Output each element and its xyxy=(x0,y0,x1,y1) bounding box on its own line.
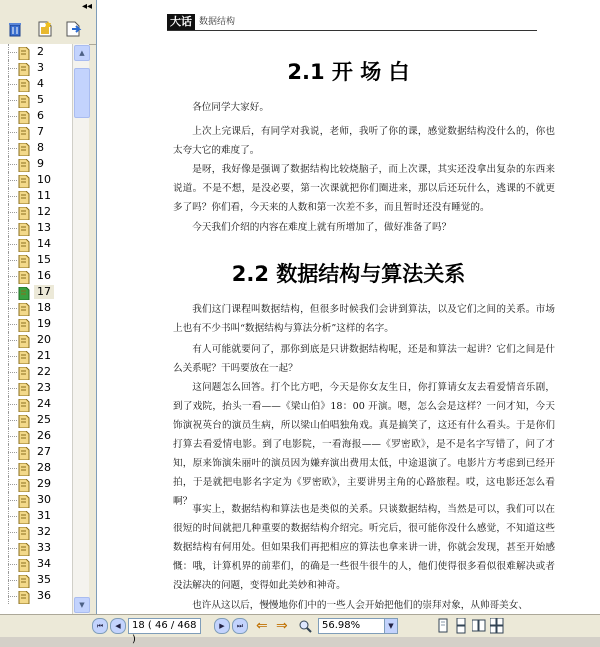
bookmark-item[interactable] xyxy=(0,492,72,508)
delete-bookmark-icon[interactable] xyxy=(6,20,24,38)
first-page-button[interactable]: ⏮ xyxy=(92,618,108,634)
tree-branch xyxy=(8,436,17,437)
previous-page-button[interactable]: ◀ xyxy=(110,618,126,634)
paragraph: 我们这门课程叫数据结构，但很多时候我们会讲到算法，以及它们之间的关系。市场上也有不少书叫“数据结构与算法分析”这样的名字。 xyxy=(173,304,555,334)
bookmark-label: 32 xyxy=(37,525,51,538)
bookmark-label: 2 xyxy=(37,45,44,58)
bookmark-label: 19 xyxy=(37,317,51,330)
bookmark-icon xyxy=(18,77,30,90)
tree-branch xyxy=(8,148,17,149)
tree-branch xyxy=(8,548,17,549)
logo-mark: 大话 xyxy=(167,14,195,30)
next-page-button[interactable]: ▶ xyxy=(214,618,230,634)
bookmark-icon xyxy=(18,349,30,362)
bookmark-scrollbar[interactable] xyxy=(72,44,89,614)
tree-branch xyxy=(8,308,17,309)
tree-branch xyxy=(8,260,17,261)
zoom-dropdown-button[interactable]: ▼ xyxy=(384,618,398,634)
bookmark-label: 18 xyxy=(37,301,51,314)
bookmark-label: 27 xyxy=(37,445,51,458)
bookmark-panel-header xyxy=(0,0,96,14)
bookmark-item[interactable] xyxy=(0,556,72,572)
bookmark-item[interactable] xyxy=(0,364,72,380)
section-heading-2-1: 2.1 开 场 白 xyxy=(287,60,410,84)
bookmark-label: 14 xyxy=(37,237,51,250)
bookmark-icon xyxy=(18,477,30,490)
bookmark-icon xyxy=(18,413,30,426)
forward-arrow-icon[interactable]: ⇒ xyxy=(276,618,288,634)
paragraph: 今天我们介绍的内容在难度上就有所增加了，做好准备了吗？ xyxy=(192,222,452,233)
paragraph: 也许从这以后，慢慢地你们中的一些人会开始把他们的崇拜对象，从帅哥美女、 xyxy=(192,600,528,611)
bookmark-icon xyxy=(18,333,30,346)
bookmark-item[interactable] xyxy=(0,252,72,268)
zoom-field[interactable]: 56.98% xyxy=(318,618,385,634)
header-rule xyxy=(167,30,537,31)
zoom-icon[interactable] xyxy=(298,618,312,634)
bookmark-item[interactable] xyxy=(0,396,72,412)
bookmark-label: 7 xyxy=(37,125,44,138)
bookmark-icon xyxy=(18,269,30,282)
tree-branch xyxy=(8,228,17,229)
tree-branch xyxy=(8,100,17,101)
tree-branch xyxy=(8,180,17,181)
bookmark-icon xyxy=(18,61,30,74)
tree-branch xyxy=(8,500,17,501)
tree-branch xyxy=(8,388,17,389)
tree-branch xyxy=(8,132,17,133)
bookmark-properties-icon[interactable] xyxy=(64,20,82,38)
paragraph: 这问题怎么回答。打个比方吧，今天是你女友生日，你打算请女友去看爱情音乐剧，到了戏院，抬头一看——《梁山伯》18：00 开演。嗯，怎么会是这样？一问才知，今天饰演祝英台的演员生病，所以梁山伯唱独角戏。真是搞笑了，这还有什么看头。于是你们打算去看爱情电影。到了电影院，一看海报——《罗密欧》，是不是名字写错了，问了才知，原来饰演朱丽叶的演员因为嫌弃演出费用太低，中途退演了。电影片方考虑到已经开拍，于是就把电影名字定为《罗密欧》，主要讲男主角的心路旅程。哎，这电影还怎么看啊？ xyxy=(173,382,555,507)
scroll-thumb[interactable] xyxy=(74,68,90,118)
bookmark-item[interactable] xyxy=(0,476,72,492)
tree-branch xyxy=(8,52,17,53)
bookmark-label: 31 xyxy=(37,509,51,522)
page-number-field[interactable]: 18 ( 46 / 468 ) xyxy=(128,618,201,634)
logo-text: 数据结构 xyxy=(199,17,236,27)
tree-branch xyxy=(8,116,17,117)
bookmark-icon xyxy=(18,237,30,250)
bookmark-item[interactable] xyxy=(0,572,72,588)
collapse-panel-button[interactable]: ◂◂ xyxy=(81,1,92,12)
bookmark-icon xyxy=(18,589,30,602)
bookmark-icon xyxy=(18,109,30,122)
navigation-toolbar xyxy=(0,614,600,645)
tree-branch xyxy=(8,468,17,469)
bookmark-item[interactable] xyxy=(0,588,72,604)
bookmark-label: 23 xyxy=(37,381,51,394)
bookmark-label: 6 xyxy=(37,109,44,122)
bookmark-item[interactable] xyxy=(0,188,72,204)
tree-branch xyxy=(8,292,17,293)
bookmark-item[interactable] xyxy=(0,508,72,524)
bookmark-icon xyxy=(18,221,30,234)
document-page[interactable] xyxy=(97,0,600,614)
bookmark-item[interactable] xyxy=(0,172,72,188)
continuous-view-icon[interactable] xyxy=(454,618,468,632)
bookmark-label: 28 xyxy=(37,461,51,474)
bookmark-icon xyxy=(18,317,30,330)
bookmark-icon xyxy=(18,493,30,506)
bookmark-label: 33 xyxy=(37,541,51,554)
bookmark-icon xyxy=(18,205,30,218)
scroll-up-button[interactable]: ▲ xyxy=(74,45,90,61)
bookmark-item[interactable] xyxy=(0,44,72,60)
bookmark-icon xyxy=(18,285,30,298)
bookmark-item[interactable] xyxy=(0,140,72,156)
facing-pages-view-icon[interactable] xyxy=(472,618,486,632)
bookmark-icon xyxy=(18,157,30,170)
tree-branch xyxy=(8,532,17,533)
tree-branch xyxy=(8,244,17,245)
bookmark-label: 11 xyxy=(37,189,51,202)
tree-branch xyxy=(8,68,17,69)
paragraph: 各位同学大家好。 xyxy=(192,102,269,113)
bookmark-icon xyxy=(18,125,30,138)
bookmark-label: 35 xyxy=(37,573,51,586)
bookmark-label: 24 xyxy=(37,397,51,410)
single-page-view-icon[interactable] xyxy=(436,618,450,632)
bookmark-label: 5 xyxy=(37,93,44,106)
bookmark-icon xyxy=(18,509,30,522)
bookmark-item[interactable] xyxy=(0,204,72,220)
tree-branch xyxy=(8,84,17,85)
bookmark-icon xyxy=(18,173,30,186)
bookmark-item[interactable] xyxy=(0,284,72,300)
bookmark-label: 22 xyxy=(37,365,51,378)
bookmark-item[interactable] xyxy=(0,540,72,556)
bookmark-item[interactable] xyxy=(0,108,72,124)
bookmark-icon xyxy=(18,557,30,570)
bookmark-label: 12 xyxy=(37,205,51,218)
bookmark-icon xyxy=(18,461,30,474)
tree-branch xyxy=(8,580,17,581)
tree-branch xyxy=(8,596,17,597)
bookmark-label: 30 xyxy=(37,493,51,506)
bookmark-panel xyxy=(0,0,97,614)
tree-branch xyxy=(8,516,17,517)
tree-branch xyxy=(8,452,17,453)
bookmark-label: 15 xyxy=(37,253,51,266)
bookmark-item[interactable] xyxy=(0,444,72,460)
bookmark-label: 16 xyxy=(37,269,51,282)
bookmark-icon xyxy=(18,429,30,442)
bookmark-item[interactable] xyxy=(0,60,72,76)
bookmark-icon xyxy=(18,381,30,394)
tree-branch xyxy=(8,276,17,277)
bookmark-label: 26 xyxy=(37,429,51,442)
tree-branch xyxy=(8,564,17,565)
bookmark-icon xyxy=(18,397,30,410)
bookmark-item[interactable] xyxy=(0,236,72,252)
bookmark-icon xyxy=(18,445,30,458)
bookmark-label: 3 xyxy=(37,61,44,74)
bookmark-label: 36 xyxy=(37,589,51,602)
bookmark-item[interactable] xyxy=(0,156,72,172)
bookmark-icon xyxy=(18,45,30,58)
last-page-button[interactable]: ⏭ xyxy=(232,618,248,634)
paragraph: 上次上完课后，有同学对我说，老师，我听了你的课，感觉数据结构没什么的，你也太夸大它的难度了。 xyxy=(173,126,555,156)
back-arrow-icon[interactable]: ⇐ xyxy=(256,618,268,634)
paragraph: 有人可能就要问了，那你到底是只讲数据结构呢，还是和算法一起讲？它们之间是什么关系呢？干吗要放在一起？ xyxy=(173,344,555,374)
bookmark-icon xyxy=(18,301,30,314)
paragraph: 事实上，数据结构和算法也是类似的关系。只谈数据结构，当然是可以，我们可以在很短的时间就把几种重要的数据结构介绍完。听完后，很可能你没什么感觉，不知道这些数据结构有何用处。但如果我们再把相应的算法也拿来讲一讲，你就会发现，甚至开始感慨：哦，计算机界的前辈们，的确是一些很牛很牛的人，他们使得很多看似很难解决或者没法解决的问题，变得如此美妙和神奇。 xyxy=(173,504,555,591)
bookmark-item[interactable] xyxy=(0,300,72,316)
bookmark-icon xyxy=(18,189,30,202)
bookmark-item[interactable] xyxy=(0,92,72,108)
bookmark-label: 9 xyxy=(37,157,44,170)
bookmark-label: 17 xyxy=(34,285,54,299)
continuous-facing-view-icon[interactable] xyxy=(490,618,504,632)
tree-branch xyxy=(8,420,17,421)
bookmark-item[interactable] xyxy=(0,348,72,364)
section-heading-2-2: 2.2 数据结构与算法关系 xyxy=(231,262,466,286)
bookmark-icon xyxy=(18,365,30,378)
bookmark-label: 8 xyxy=(37,141,44,154)
tree-branch xyxy=(8,404,17,405)
tree-branch xyxy=(8,356,17,357)
bookmark-label: 34 xyxy=(37,557,51,570)
bookmark-icon xyxy=(18,141,30,154)
bookmark-label: 20 xyxy=(37,333,51,346)
bookmark-icon xyxy=(18,253,30,266)
bookmark-icon xyxy=(18,573,30,586)
bookmark-label: 29 xyxy=(37,477,51,490)
tree-branch xyxy=(8,484,17,485)
tree-branch xyxy=(8,324,17,325)
paragraph: 是呀，我好像是强调了数据结构比较烧脑子，而上次课，其实还没拿出复杂的东西来说道。不是不想，是没必要，第一次课就把你们圈进来，那以后还玩什么，逃课的不就更多了吗？你们看，今天来的人数和第一次差不多，而且暂时还没有睡觉的。 xyxy=(173,164,555,213)
bookmark-list xyxy=(0,44,72,614)
bookmark-item[interactable] xyxy=(0,76,72,92)
bookmark-item[interactable] xyxy=(0,412,72,428)
bookmark-label: 13 xyxy=(37,221,51,234)
bookmark-icon xyxy=(18,541,30,554)
tree-branch xyxy=(8,212,17,213)
tree-branch xyxy=(8,372,17,373)
bookmark-label: 10 xyxy=(37,173,51,186)
new-bookmark-icon[interactable] xyxy=(36,20,54,38)
bookmark-item[interactable] xyxy=(0,380,72,396)
bookmark-item[interactable] xyxy=(0,460,72,476)
bookmark-label: 4 xyxy=(37,77,44,90)
bookmark-item[interactable] xyxy=(0,332,72,348)
bookmark-toolbar xyxy=(0,14,96,45)
tree-branch xyxy=(8,340,17,341)
tree-branch xyxy=(8,164,17,165)
bookmark-label: 25 xyxy=(37,413,51,426)
bookmark-icon xyxy=(18,525,30,538)
bookmark-icon xyxy=(18,93,30,106)
bookmark-item[interactable] xyxy=(0,220,72,236)
bookmark-item[interactable] xyxy=(0,124,72,140)
book-logo xyxy=(167,14,269,30)
scroll-down-button[interactable]: ▼ xyxy=(74,597,90,613)
bookmark-item[interactable] xyxy=(0,428,72,444)
bookmark-label: 21 xyxy=(37,349,51,362)
bookmark-item[interactable] xyxy=(0,268,72,284)
bookmark-item[interactable] xyxy=(0,316,72,332)
tree-branch xyxy=(8,196,17,197)
bookmark-item[interactable] xyxy=(0,524,72,540)
